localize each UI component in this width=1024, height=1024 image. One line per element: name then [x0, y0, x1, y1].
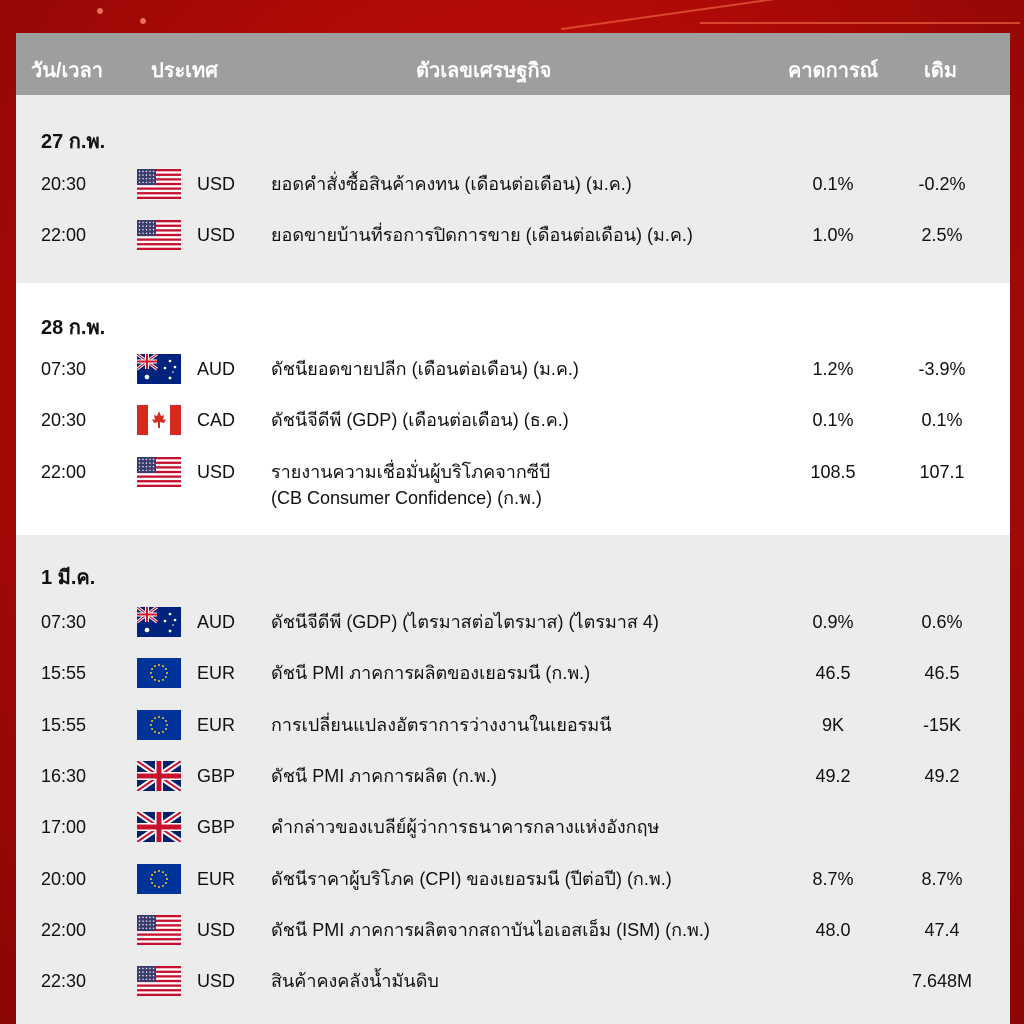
- event-title: [271, 712, 771, 738]
- event-row: [16, 766, 1010, 806]
- event-title: [271, 222, 771, 248]
- event-currency: EUR: [197, 868, 236, 889]
- uk-flag-icon: [137, 761, 181, 791]
- eu-flag-icon: [137, 864, 181, 894]
- event-title-line: (CB Consumer Confidence) (ก.พ.): [271, 487, 542, 508]
- header-country: ประเทศ: [151, 60, 218, 82]
- event-currency: GBP: [197, 817, 236, 838]
- event-time: 22:00: [41, 919, 87, 940]
- decorative-line: [561, 0, 819, 30]
- event-title-line: ดัชนี PMI ภาคการผลิตจากสถาบันไอเอสเอ็ม (ISM) (ก.พ.): [271, 919, 710, 940]
- event-row: [16, 359, 1010, 399]
- event-previous: 49.2: [924, 765, 960, 786]
- event-previous: 0.6%: [921, 612, 963, 632]
- eu-flag-icon: [137, 658, 181, 688]
- event-title-line: ดัชนี PMI ภาคการผลิต (ก.พ.): [271, 765, 497, 786]
- event-title: [271, 459, 771, 511]
- event-row: [16, 715, 1010, 755]
- event-title: [271, 609, 771, 635]
- event-time: 20:30: [41, 174, 87, 194]
- event-time: 15:55: [41, 663, 87, 684]
- header-previous: เดิม: [924, 60, 958, 82]
- event-forecast: 9K: [821, 714, 845, 735]
- event-previous: -3.9%: [918, 359, 966, 379]
- event-row: [16, 663, 1010, 703]
- event-forecast: 0.1%: [812, 410, 854, 431]
- event-row: [16, 612, 1010, 652]
- event-title-line: ดัชนีจีดีพี (GDP) (เดือนต่อเดือน) (ธ.ค.): [271, 410, 569, 431]
- event-title: [271, 917, 771, 943]
- event-row: [16, 461, 1010, 508]
- event-title: [271, 356, 771, 382]
- event-time: 20:00: [41, 868, 87, 889]
- event-currency: EUR: [197, 714, 236, 735]
- event-time: 07:30: [41, 359, 87, 379]
- au-flag-icon: [137, 354, 181, 384]
- date-label: 27 ก.พ.: [41, 131, 106, 153]
- event-previous: 46.5: [924, 663, 960, 684]
- event-forecast: 8.7%: [812, 868, 854, 889]
- event-row: [16, 920, 1010, 960]
- event-title: [271, 763, 771, 789]
- event-title-line: ดัชนี PMI ภาคการผลิตของเยอรมนี (ก.พ.): [271, 663, 591, 684]
- event-previous: -15K: [922, 714, 962, 735]
- event-time: 16:30: [41, 765, 87, 786]
- au-flag-icon: [137, 607, 181, 637]
- event-time: 07:30: [41, 612, 87, 632]
- event-forecast: 1.0%: [812, 225, 854, 246]
- date-section: [16, 535, 1010, 1024]
- event-time: 15:55: [41, 714, 87, 735]
- event-row: [16, 174, 1010, 214]
- event-previous: 47.4: [924, 919, 960, 940]
- event-previous: -0.2%: [918, 174, 966, 194]
- event-row: [16, 817, 1010, 857]
- event-title: [271, 171, 771, 197]
- event-forecast: 49.2: [815, 765, 851, 786]
- event-title-line: คำกล่าวของเบลีย์ผู้ว่าการธนาคารกลางแห่งอังกฤษ: [271, 817, 660, 838]
- event-title-line: ดัชนียอดขายปลีก (เดือนต่อเดือน) (ม.ค.): [271, 359, 579, 379]
- ca-flag-icon: [137, 405, 181, 435]
- event-title-line: ดัชนีจีดีพี (GDP) (ไตรมาสต่อไตรมาส) (ไตรมาส 4): [271, 612, 659, 632]
- event-title: [271, 968, 771, 994]
- event-title: [271, 407, 771, 433]
- event-time: 22:00: [41, 461, 87, 482]
- event-row: [16, 869, 1010, 909]
- date-label: 1 มี.ค.: [41, 567, 96, 589]
- decorative-dot: [97, 8, 103, 14]
- event-time: 17:00: [41, 817, 87, 838]
- event-forecast: 0.9%: [812, 612, 854, 632]
- event-currency: USD: [197, 971, 236, 992]
- us-flag-icon: [137, 169, 181, 199]
- event-title-line: รายงานความเชื่อมั่นผู้บริโภคจากซีบี: [271, 461, 551, 482]
- table-header: [16, 33, 1010, 95]
- event-forecast: 1.2%: [812, 359, 854, 379]
- event-previous: 2.5%: [921, 225, 963, 246]
- event-time: 22:00: [41, 225, 87, 246]
- event-title-line: สินค้าคงคลังน้ำมันดิบ: [271, 971, 439, 992]
- event-title: [271, 814, 771, 840]
- event-row: [16, 410, 1010, 450]
- event-time: 22:30: [41, 971, 87, 992]
- header-indicator: ตัวเลขเศรษฐกิจ: [416, 60, 552, 82]
- event-forecast: 48.0: [815, 919, 851, 940]
- event-title: [271, 660, 771, 686]
- header-datetime: วัน/เวลา: [31, 60, 104, 82]
- event-previous: 8.7%: [921, 868, 963, 889]
- event-title-line: ยอดคำสั่งซื้อสินค้าคงทน (เดือนต่อเดือน) (ม.ค.): [271, 174, 632, 194]
- event-title-line: การเปลี่ยนแปลงอัตราการว่างงานในเยอรมนี: [271, 714, 612, 735]
- date-label: 28 ก.พ.: [41, 317, 106, 339]
- economic-calendar-card: [16, 33, 1010, 1024]
- event-currency: USD: [197, 919, 236, 940]
- event-currency: USD: [197, 225, 236, 246]
- event-currency: CAD: [197, 410, 236, 431]
- us-flag-icon: [137, 966, 181, 996]
- event-currency: AUD: [197, 612, 236, 632]
- us-flag-icon: [137, 457, 181, 487]
- event-title-line: ยอดขายบ้านที่รอการปิดการขาย (เดือนต่อเดือน) (ม.ค.): [271, 225, 693, 246]
- event-forecast: 0.1%: [812, 174, 854, 194]
- header-forecast: คาดการณ์: [788, 60, 879, 82]
- us-flag-icon: [137, 915, 181, 945]
- event-time: 20:30: [41, 410, 87, 431]
- decorative-dot: [140, 18, 146, 24]
- event-previous: 0.1%: [921, 410, 963, 431]
- calendar-body: [16, 95, 1010, 1024]
- us-flag-icon: [137, 220, 181, 250]
- decorative-line: [700, 22, 1020, 24]
- event-row: [16, 971, 1010, 1011]
- date-section: [16, 283, 1010, 535]
- event-currency: USD: [197, 174, 236, 194]
- event-title-line: ดัชนีราคาผู้บริโภค (CPI) ของเยอรมนี (ปีต่อปี) (ก.พ.): [271, 868, 672, 889]
- event-currency: GBP: [197, 765, 236, 786]
- event-forecast: 46.5: [815, 663, 851, 684]
- event-currency: AUD: [197, 359, 236, 379]
- event-currency: USD: [197, 461, 236, 482]
- event-previous: 7.648M: [911, 971, 973, 992]
- event-previous: 107.1: [919, 461, 965, 482]
- uk-flag-icon: [137, 812, 181, 842]
- event-currency: EUR: [197, 663, 236, 684]
- event-title: [271, 866, 771, 892]
- eu-flag-icon: [137, 710, 181, 740]
- event-forecast: 108.5: [810, 461, 856, 482]
- event-row: [16, 225, 1010, 265]
- date-section: [16, 95, 1010, 283]
